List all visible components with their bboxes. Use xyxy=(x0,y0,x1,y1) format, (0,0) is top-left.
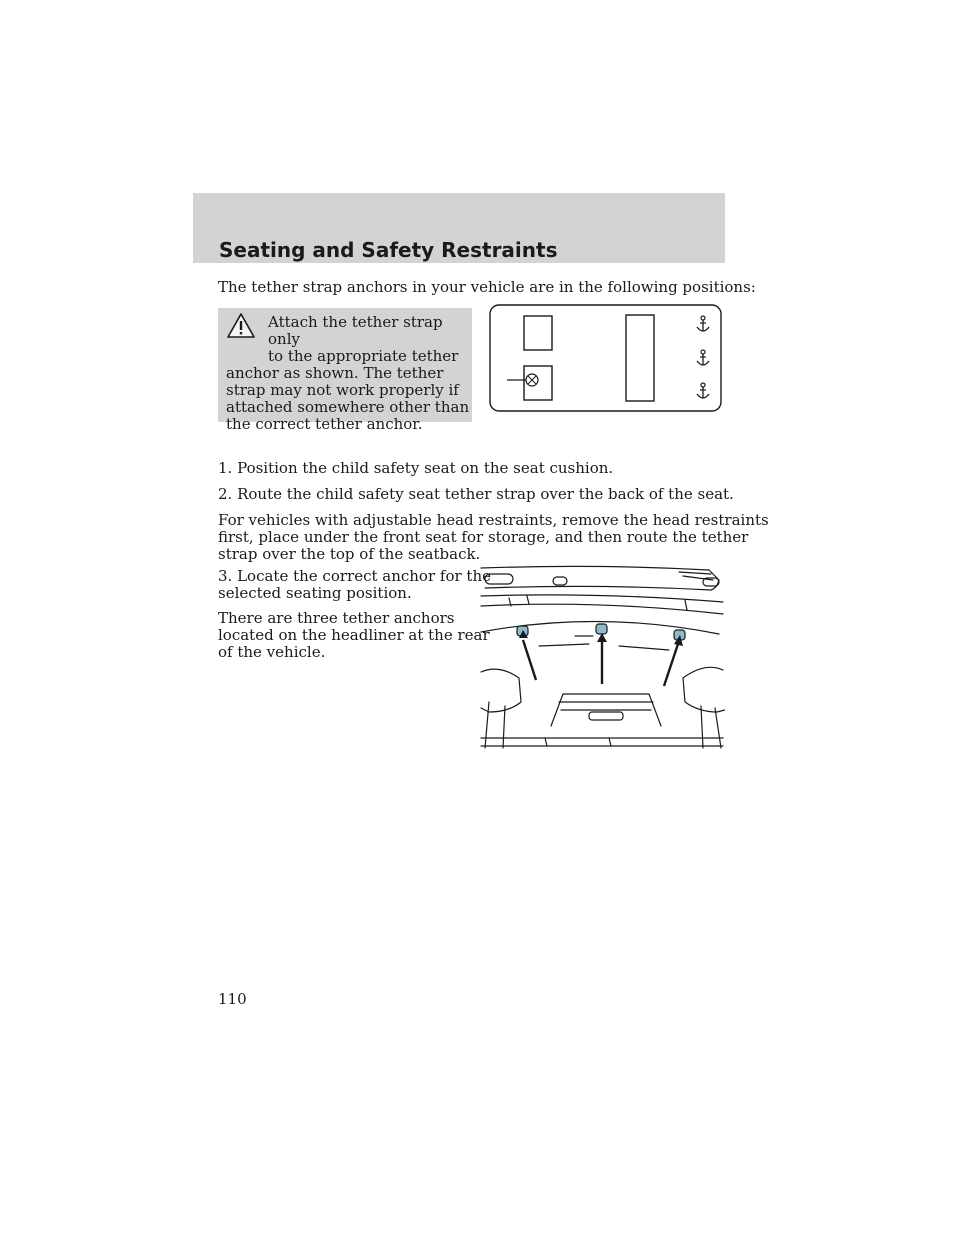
headliner-anchor-illustration xyxy=(479,562,725,750)
intro-text: The tether strap anchors in your vehicle are in the following positions: xyxy=(218,278,756,296)
head-restraint-note-line-1: For vehicles with adjustable head restraints, remove the head restraints xyxy=(218,511,769,529)
step-3-line-2: selected seating position. xyxy=(218,584,412,602)
section-title: Seating and Safety Restraints xyxy=(219,238,558,262)
warning-text xyxy=(226,314,470,433)
anchor-marker-right xyxy=(664,630,685,686)
warning-line-1: Attach the tether strap only xyxy=(268,313,443,348)
anchors-note-line-1: There are three tether anchors xyxy=(218,609,455,627)
warning-box xyxy=(218,308,472,433)
anchor-marker-left xyxy=(517,626,536,680)
step-2: 2. Route the child safety seat tether strap over the back of the seat. xyxy=(218,485,734,503)
anchor-position-diagram xyxy=(489,304,722,412)
rear-bench-seat xyxy=(626,315,654,401)
step-1: 1. Position the child safety seat on the seat cushion. xyxy=(218,459,614,477)
front-seat-right xyxy=(524,316,552,350)
page-number: 110 xyxy=(218,990,247,1008)
anchors-note-line-3: of the vehicle. xyxy=(218,643,326,661)
anchor-marker-center xyxy=(596,624,607,684)
warning-line-2: to the appropriate tether xyxy=(268,347,459,365)
step-3-line-1: 3. Locate the correct anchor for the xyxy=(218,567,491,585)
anchors-note-line-2: located on the headliner at the rear xyxy=(218,626,490,644)
head-restraint-note-line-3: strap over the top of the seatback. xyxy=(218,545,481,563)
warning-rest: anchor as shown. The tether strap may not work properly if attached somewhere other than the correct tether anchor. xyxy=(226,364,470,433)
head-restraint-note-line-2: first, place under the front seat for storage, and then route the tether xyxy=(218,528,749,546)
